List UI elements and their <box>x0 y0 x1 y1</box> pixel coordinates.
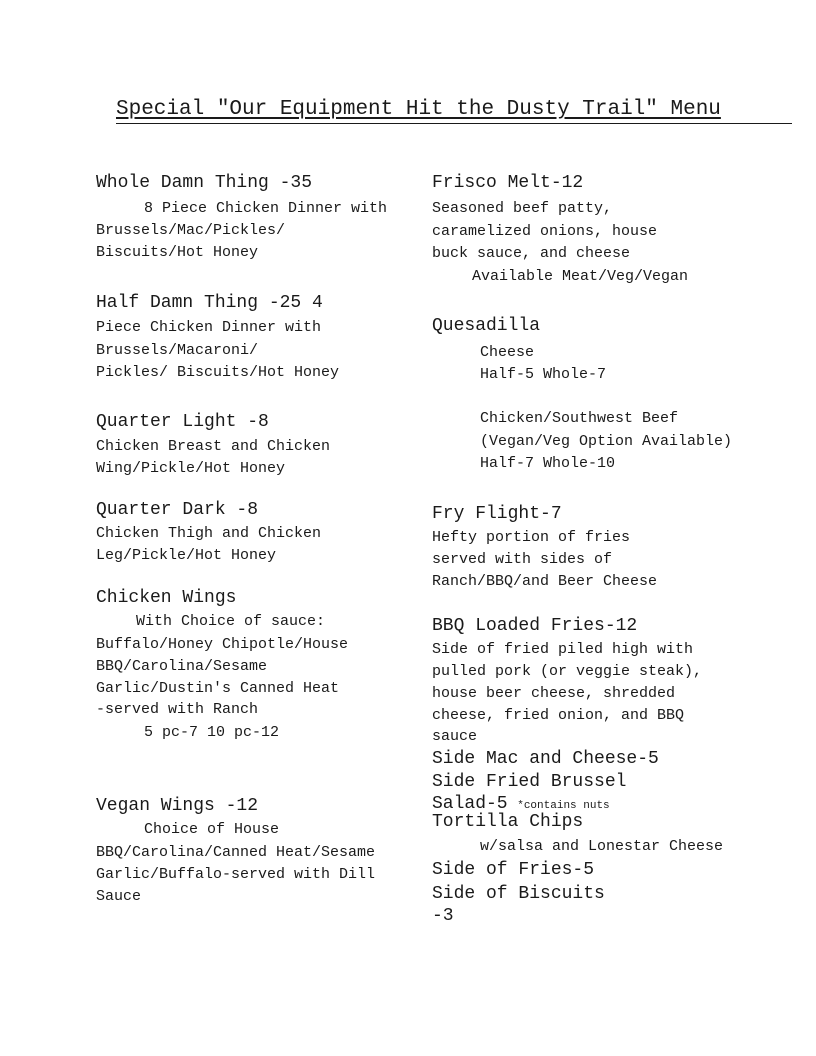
item-desc: Brussels/Macaroni/ <box>96 342 259 359</box>
item-desc: -served with Ranch <box>96 701 259 718</box>
side-salad-label: Salad-5 <box>432 794 508 814</box>
item-heading-chicken-wings: Chicken Wings <box>96 588 237 608</box>
item-desc: caramelized onions, house <box>432 223 658 240</box>
item-desc: (Vegan/Veg Option Available) <box>480 433 733 450</box>
item-desc: Chicken Breast and Chicken <box>96 438 331 455</box>
item-desc: cheese, fried onion, and BBQ <box>432 707 685 724</box>
item-desc: Pickles/ Biscuits/Hot Honey <box>96 364 340 381</box>
item-desc: Wing/Pickle/Hot Honey <box>96 460 286 477</box>
item-heading-fry-flight: Fry Flight-7 <box>432 504 562 524</box>
item-heading-frisco-melt: Frisco Melt-12 <box>432 173 584 193</box>
side-fried-brussel: Side Fried Brussel <box>432 772 627 792</box>
item-desc: Chicken/Southwest Beef <box>480 410 679 427</box>
item-desc: Hefty portion of fries <box>432 529 631 546</box>
item-desc: Biscuits/Hot Honey <box>96 244 259 261</box>
item-price: 5 pc-7 10 pc-12 <box>144 724 280 741</box>
item-desc: sauce <box>432 728 478 745</box>
item-heading-half-damn-thing: Half Damn Thing -25 4 <box>96 293 323 313</box>
item-price: Half-7 Whole-10 <box>480 455 616 472</box>
item-desc: Leg/Pickle/Hot Honey <box>96 547 277 564</box>
item-heading-whole-damn-thing: Whole Damn Thing -35 <box>96 173 313 193</box>
item-price: Half-5 Whole-7 <box>480 366 607 383</box>
item-desc: Garlic/Buffalo-served with Dill <box>96 866 376 883</box>
side-of-biscuits: Side of Biscuits <box>432 884 605 904</box>
item-desc: Brussels/Mac/Pickles/ <box>96 222 286 239</box>
item-desc: Side of fried piled high with <box>432 641 694 658</box>
item-heading-quarter-dark: Quarter Dark -8 <box>96 500 259 520</box>
item-desc: Available Meat/Veg/Vegan <box>472 268 689 285</box>
item-heading-quesadilla: Quesadilla <box>432 316 541 336</box>
side-of-biscuits-price: -3 <box>432 906 454 926</box>
item-desc: Piece Chicken Dinner with <box>96 319 322 336</box>
item-desc: Cheese <box>480 344 535 361</box>
item-desc: house beer cheese, shredded <box>432 685 676 702</box>
item-desc: Buffalo/Honey Chipotle/House <box>96 636 349 653</box>
side-mac-and-cheese: Side Mac and Cheese-5 <box>432 749 659 769</box>
item-desc: pulled pork (or veggie steak), <box>432 663 703 680</box>
item-desc: 8 Piece Chicken Dinner with <box>144 200 388 217</box>
menu-title: Special "Our Equipment Hit the Dusty Trail" Menu <box>116 98 792 124</box>
item-desc: BBQ/Carolina/Sesame <box>96 658 268 675</box>
item-heading-bbq-loaded-fries: BBQ Loaded Fries-12 <box>432 616 638 636</box>
item-desc: Seasoned beef patty, <box>432 200 613 217</box>
item-desc: Ranch/BBQ/and Beer Cheese <box>432 573 658 590</box>
side-tortilla-chips-note: w/salsa and Lonestar Cheese <box>480 838 724 855</box>
item-desc: With Choice of sauce: <box>136 613 326 630</box>
item-desc: Chicken Thigh and Chicken <box>96 525 322 542</box>
side-tortilla-chips: Tortilla Chips <box>432 812 584 832</box>
item-desc: buck sauce, and cheese <box>432 245 631 262</box>
item-desc: BBQ/Carolina/Canned Heat/Sesame <box>96 844 376 861</box>
item-desc: Choice of House <box>144 821 280 838</box>
item-desc: Sauce <box>96 888 142 905</box>
item-heading-vegan-wings: Vegan Wings -12 <box>96 796 259 816</box>
side-of-fries: Side of Fries-5 <box>432 860 595 880</box>
item-heading-quarter-light: Quarter Light -8 <box>96 412 269 432</box>
side-salad-note: *contains nuts <box>517 800 610 812</box>
item-desc: served with sides of <box>432 551 613 568</box>
item-desc: Garlic/Dustin's Canned Heat <box>96 680 340 697</box>
